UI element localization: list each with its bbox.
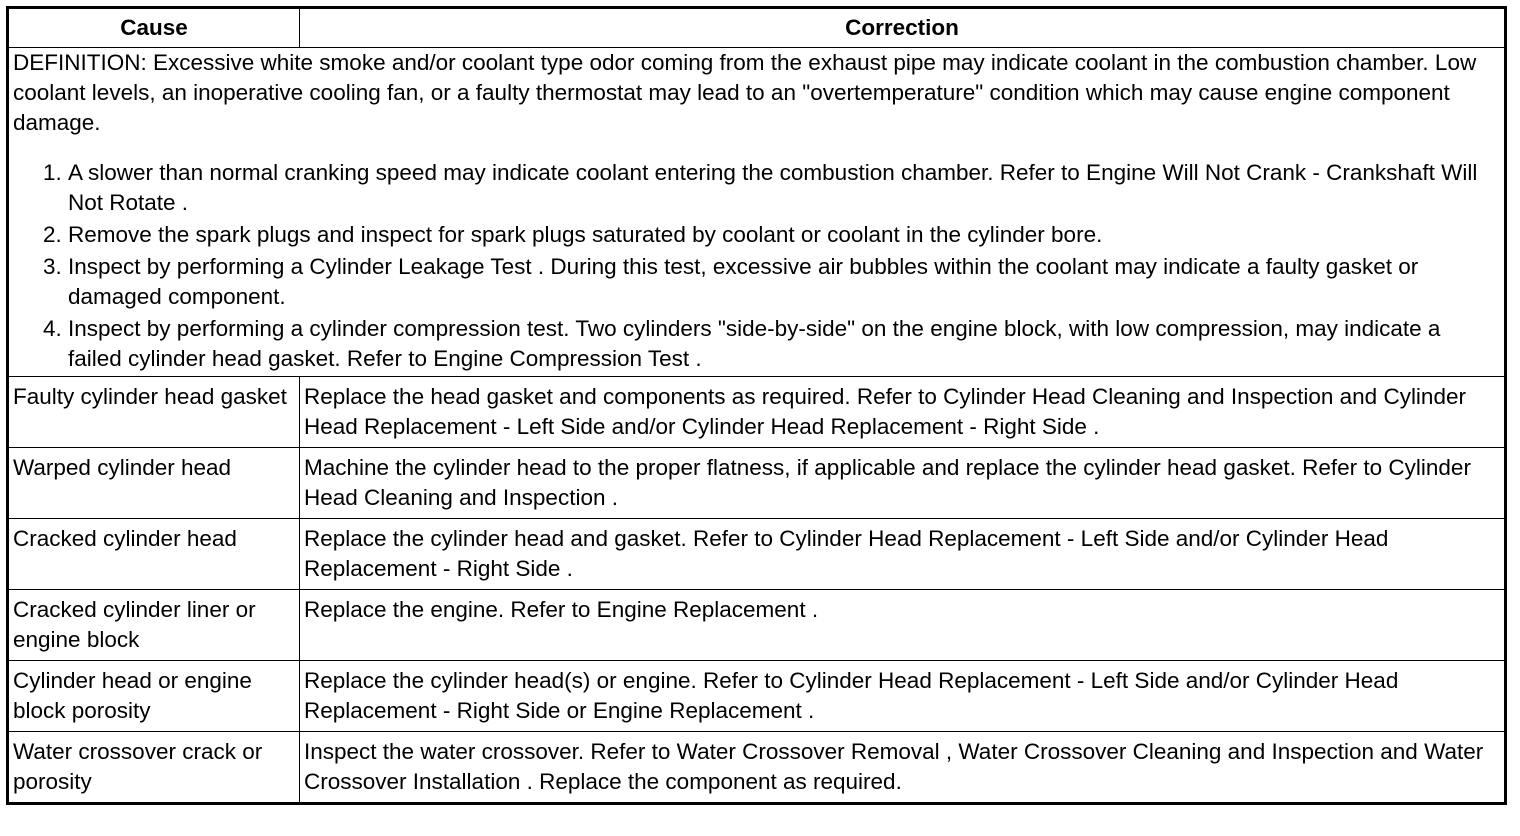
table-row <box>8 732 1506 804</box>
table-row <box>8 377 1506 448</box>
cause-cell: Cracked cylinder head <box>8 519 300 590</box>
cause-cell: Warped cylinder head <box>8 448 300 519</box>
cause-cell: Cracked cylinder liner or engine block <box>8 590 300 661</box>
correction-cell: Replace the head gasket and components as required. Refer to Cylinder Head Cleaning and Inspection and Cylinder Head Replacement - Left Side and/or Cylinder Head Replacement - Right Side . <box>300 377 1506 448</box>
correction-cell: Machine the cylinder head to the proper flatness, if applicable and replace the cylinder head gasket. Refer to Cylinder Head Cleaning and Inspection . <box>300 448 1506 519</box>
diagnostic-step: 2. Remove the spark plugs and inspect for spark plugs saturated by coolant or coolant in the cylinder bore. <box>68 220 1500 250</box>
cause-cell: Faulty cylinder head gasket <box>8 377 300 448</box>
correction-column-header: Correction <box>300 8 1506 48</box>
correction-cell: Inspect the water crossover. Refer to Water Crossover Removal , Water Crossover Cleaning and Inspection and Water Crossover Installation . Replace the component as required. <box>300 732 1506 804</box>
diagnostic-step: 1. A slower than normal cranking speed may indicate coolant entering the combustion chamber. Refer to Engine Will Not Crank - Crankshaft Will Not Rotate . <box>68 158 1500 218</box>
cause-cell: Water crossover crack or porosity <box>8 732 300 804</box>
table-row <box>8 519 1506 590</box>
table-row <box>8 448 1506 519</box>
correction-cell: Replace the cylinder head(s) or engine. Refer to Cylinder Head Replacement - Left Side and/or Cylinder Head Replacement - Right Side or Engine Replacement . <box>300 661 1506 732</box>
cause-column-header: Cause <box>8 8 300 48</box>
table-row <box>8 590 1506 661</box>
diagnostic-table <box>6 6 1507 805</box>
diagnostic-step: 3. Inspect by performing a Cylinder Leakage Test . During this test, excessive air bubbles within the coolant may indicate a faulty gasket or damaged component. <box>68 252 1500 312</box>
correction-cell: Replace the cylinder head and gasket. Refer to Cylinder Head Replacement - Left Side and/or Cylinder Head Replacement - Right Side . <box>300 519 1506 590</box>
diagnostic-steps-list <box>13 158 1500 374</box>
table-row <box>8 661 1506 732</box>
definition-cell <box>8 48 1506 377</box>
cause-cell: Cylinder head or engine block porosity <box>8 661 300 732</box>
diagnostic-step: 4. Inspect by performing a cylinder compression test. Two cylinders "side-by-side" on the engine block, with low compression, may indicate a failed cylinder head gasket. Refer to Engine Compression Test . <box>68 314 1500 374</box>
header-row <box>8 8 1506 48</box>
correction-cell: Replace the engine. Refer to Engine Replacement . <box>300 590 1506 661</box>
definition-row <box>8 48 1506 377</box>
definition-text: DEFINITION: Excessive white smoke and/or coolant type odor coming from the exhaust pipe may indicate coolant in the combustion chamber. Low coolant levels, an inoperative cooling fan, or a faulty thermostat may lead to an "overtemperature" condition which may cause engine component damage. <box>13 50 1477 135</box>
